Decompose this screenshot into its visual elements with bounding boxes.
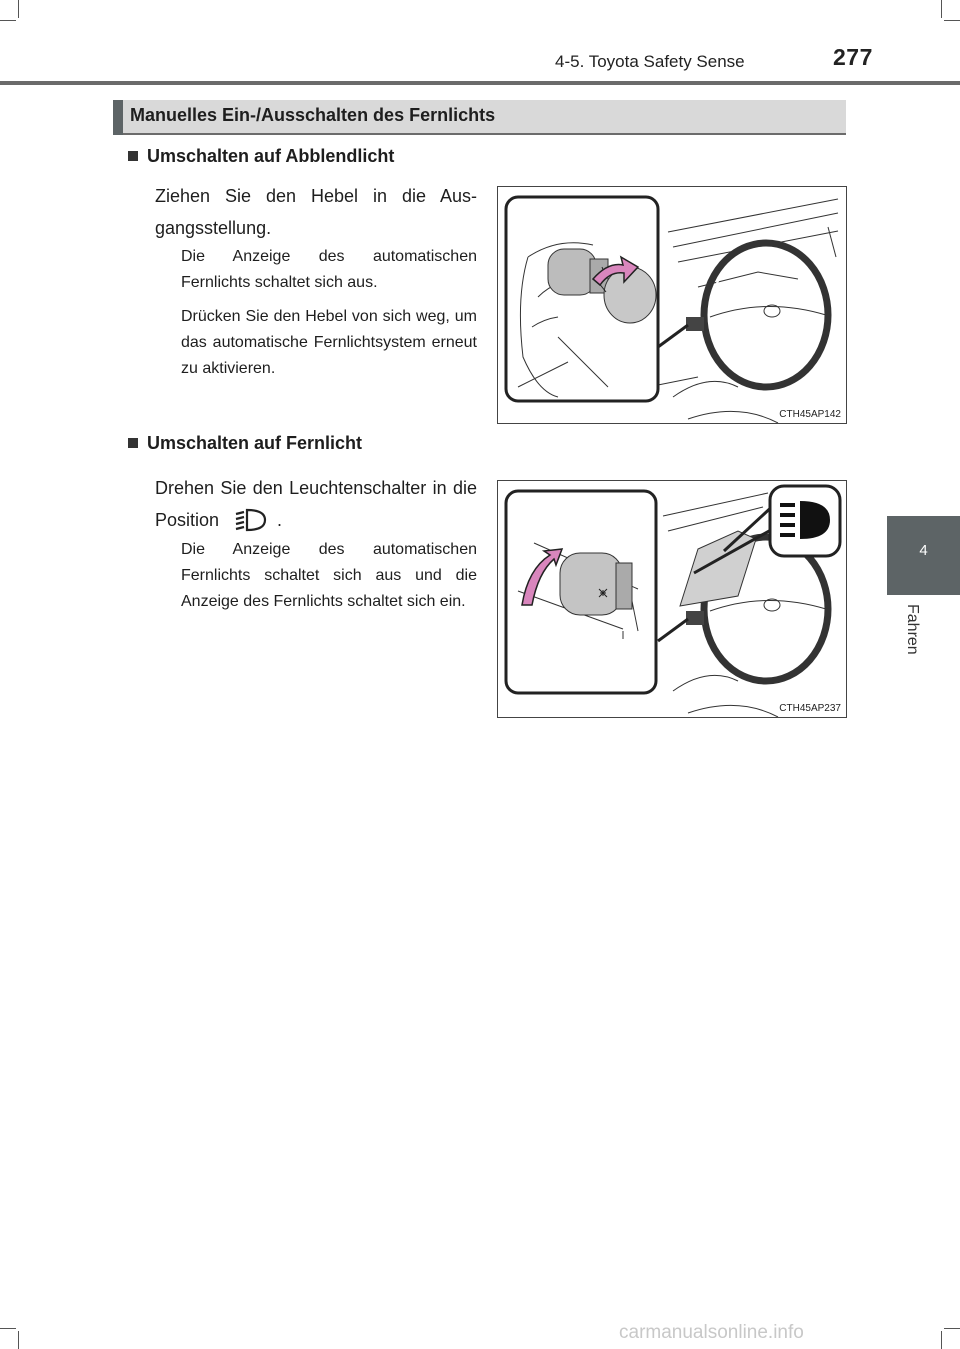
- subsection-heading-text: Umschalten auf Abblendlicht: [147, 146, 395, 166]
- running-header-section: 4-5. Toyota Safety Sense: [555, 52, 745, 71]
- section-title-bar: [113, 100, 846, 135]
- note-text: Drücken Sie den Hebel von sich weg, um das automatische Fernlichtsystem erneut zu aktivieren.: [181, 308, 477, 377]
- chapter-label: Fahren: [904, 604, 921, 655]
- crop-mark: [18, 1331, 19, 1349]
- instruction-text: Ziehen Sie den Hebel in die Ausgangsstellung.: [155, 186, 477, 238]
- subsection-heading-low-beam: [128, 146, 394, 167]
- footer-watermark: carmanualsonline.info: [619, 1322, 804, 1343]
- note-text: Die Anzeige des automatischen Fernlichts schaltet sich aus.: [181, 248, 477, 291]
- figure-code: CTH45AP142: [779, 409, 841, 420]
- note-text: Die Anzeige des automatischen Fernlichts schaltet sich aus und die Anzeige des Fernlichts schaltet sich ein.: [181, 541, 477, 610]
- crop-mark: [0, 1328, 16, 1329]
- square-bullet-icon: [128, 151, 138, 161]
- chapter-tab[interactable]: [887, 516, 960, 595]
- square-bullet-icon: [128, 438, 138, 448]
- figure-code: CTH45AP237: [779, 703, 841, 714]
- section-title-accent: [113, 100, 123, 135]
- lever-pull-illustration: [498, 187, 846, 423]
- header-rule: [0, 81, 960, 85]
- crop-mark: [0, 20, 16, 21]
- chapter-tab-number: 4: [919, 542, 928, 559]
- figure-low-beam-lever: [497, 186, 847, 424]
- instruction-text-before-icon: Drehen Sie den Leuchtenschalter in die Position: [155, 478, 477, 530]
- page-number: 277: [833, 44, 873, 70]
- section-title: Manuelles Ein-/Ausschalten des Fernlichts: [130, 105, 496, 125]
- subsection-heading-high-beam: [128, 433, 362, 454]
- crop-mark: [944, 1328, 960, 1329]
- instruction-text-after-icon: .: [277, 510, 283, 530]
- crop-mark: [941, 0, 942, 18]
- crop-mark: [18, 0, 19, 18]
- switch-rotate-illustration: [498, 481, 846, 717]
- crop-mark: [941, 1331, 942, 1349]
- instruction-text: [155, 472, 477, 542]
- crop-mark: [944, 20, 960, 21]
- figure-high-beam-switch: [497, 480, 847, 718]
- subsection-heading-text: Umschalten auf Fernlicht: [147, 433, 363, 453]
